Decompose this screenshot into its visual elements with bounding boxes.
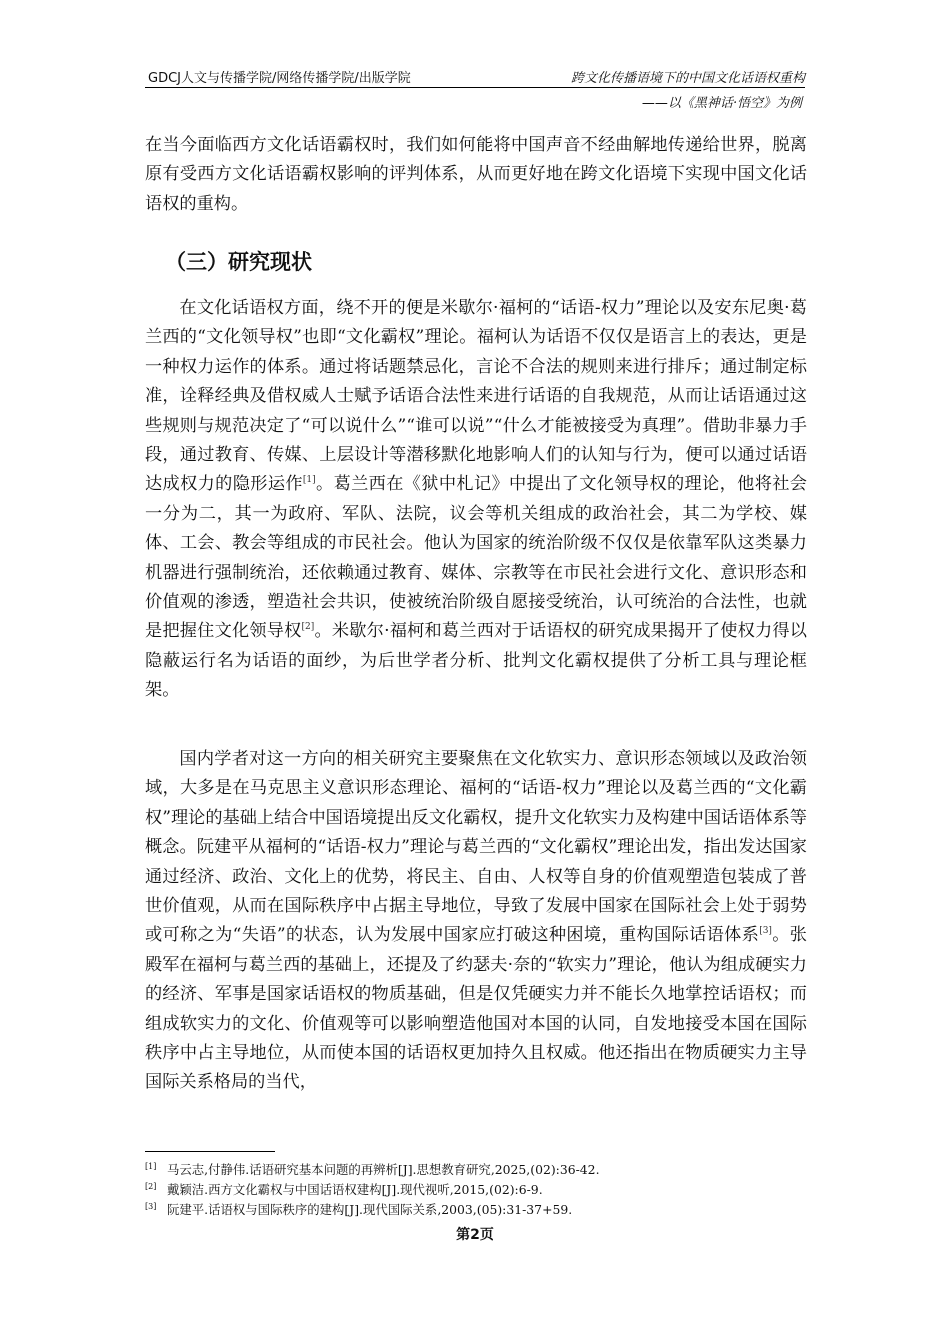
header-rule <box>145 87 805 88</box>
paragraph-domestic-research <box>145 745 807 1098</box>
paragraph-intro-continued: 在当今面临西方文化话语霸权时，我们如何能将中国声音不经曲解地传递给世界，脱离原有受西方文化话语霸权影响的评判体系，从而更好地在跨文化语境下实现中国文化话语权的重构。 <box>145 135 807 214</box>
footnote-item: [1] 马云志,付静伟.话语研究基本问题的再辨析[J].思想教育研究,2025,(02):36-42. <box>145 1162 600 1177</box>
paragraph-text: 。米歇尔·福柯和葛兰西对于话语权的研究成果揭开了使权力得以隐蔽运行名为话语的面纱，为后世学者分析、批判文化霸权提供了分析工具与理论框架。 <box>145 621 807 701</box>
footnote-item: [2] 戴颖洁.西方文化霸权与中国话语权建构[J].现代视听,2015,(02):6-9. <box>145 1182 543 1197</box>
header-title: 跨文化传播语境下的中国文化话语权重构 <box>570 71 805 86</box>
footnote-ref-3[interactable]: [3] <box>759 926 772 937</box>
footnotes <box>145 1160 807 1220</box>
footnote-text: 戴颖洁.西方文化霸权与中国话语权建构[J].现代视听,2015,(02):6-9. <box>167 1182 543 1197</box>
paragraph-text: 。张殿军在福柯与葛兰西的基础上，还提及了约瑟夫·奈的“软实力”理论，他认为组成硬实力的经济、军事是国家话语权的物质基础，但是仅凭硬实力并不能长久地掌控话语权；而组成软实力的文化、价值观等可以影响塑造他国对本国的认同，自发地接受本国在国际秩序中占主导地位，从而使本国的话语权更加持久且权威。他还指出在物质硬实力主导国际关系格局的当代， <box>145 925 807 1093</box>
header-institution: GDCJ人文与传播学院/网络传播学院/出版学院 <box>148 71 411 86</box>
page-number: 第2页 <box>456 1227 494 1243</box>
footnote-ref-2[interactable]: [2] <box>301 622 315 633</box>
header-subtitle: ——以《黑神话·悟空》为例 <box>641 96 802 111</box>
footnote-text: 马云志,付静伟.话语研究基本问题的再辨析[J].思想教育研究,2025,(02):36-42. <box>167 1162 600 1177</box>
paragraph-discourse-theory <box>145 294 807 706</box>
footnote-separator <box>145 1151 275 1152</box>
section-heading: （三）研究现状 <box>165 250 312 274</box>
footnote-ref-1[interactable]: [1] <box>302 475 316 486</box>
footnote-item: [3] 阮建平.话语权与国际秩序的建构[J].现代国际关系,2003,(05):31-37+59. <box>145 1202 573 1217</box>
paragraph-text: 。葛兰西在《狱中札记》中提出了文化领导权的理论，他将社会一分为二，其一为政府、军队、法院，议会等机关组成的政治社会，其二为学校、媒体、工会、教会等组成的市民社会。他认为国家的统治阶级不仅仅是依靠军队这类暴力机器进行强制统治，还依赖通过教育、媒体、宗教等在市民社会进行文化、意识形态和价值观的渗透，塑造社会共识，使被统治阶级自愿接受统治，认可统治的合法性，也就是把握住文化领导权 <box>145 474 807 642</box>
footnote-text: 阮建平.话语权与国际秩序的建构[J].现代国际关系,2003,(05):31-37+59. <box>167 1202 573 1217</box>
paragraph-text: 在文化话语权方面，绕不开的便是米歇尔·福柯的“话语-权力”理论以及安东尼奥·葛兰西的“文化领导权”也即“文化霸权”理论。福柯认为话语不仅仅是语言上的表达，更是一种权力运作的体系。通过将话题禁忌化，言论不合法的规则来进行排斥；通过制定标准，诠释经典及借权威人士赋予话语合法性来进行话语的自我规范，从而让话语通过这些规则与规范决定了“可以说什么”“谁可以说”“什么才能被接受为真理”。借助非暴力手段，通过教育、传媒、上层设计等潜移默化地影响人们的认知与行为，便可以通过话语达成权力的隐形运作 <box>145 298 807 495</box>
paragraph-text: 国内学者对这一方向的相关研究主要聚焦在文化软实力、意识形态领域以及政治领域，大多是在马克思主义意识形态理论、福柯的“话语-权力”理论以及葛兰西的“文化霸权”理论的基础上结合中国语境提出反文化霸权，提升文化软实力及构建中国话语体系等概念。阮建平从福柯的“话语-权力”理论与葛兰西的“文化霸权”理论出发，指出发达国家通过经济、政治、文化上的优势，将民主、自由、人权等自身的价值观塑造包装成了普世价值观，从而在国际秩序中占据主导地位，导致了发展中国家在国际社会上处于弱势或可称之为“失语”的状态，认为发展中国家应打破这种困境，重构国际话语体系 <box>145 749 807 946</box>
